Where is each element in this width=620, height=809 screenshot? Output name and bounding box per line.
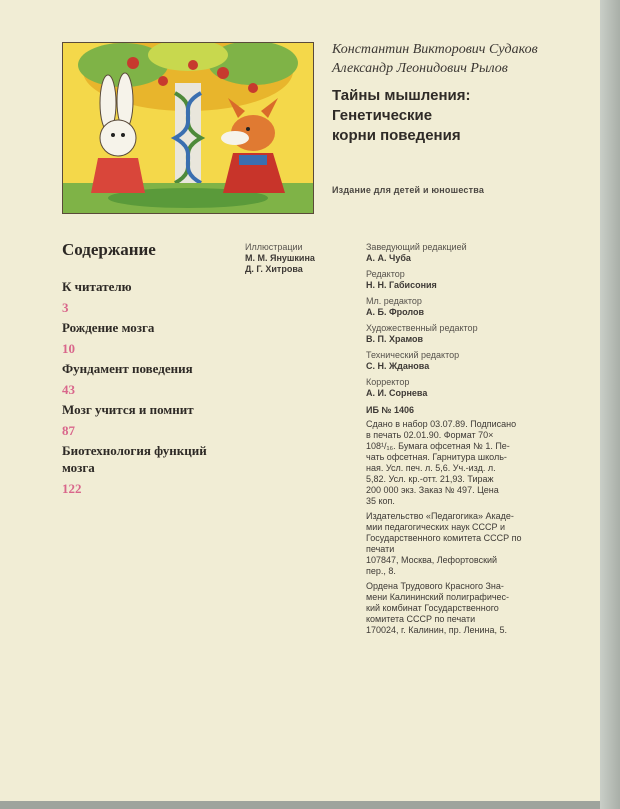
- credit-role: Художественный редактор: [366, 323, 478, 333]
- credit-role: Технический редактор: [366, 350, 460, 360]
- printer-details: [366, 581, 578, 636]
- imprint-line: в печать 02.01.90. Формат 70×: [366, 430, 494, 440]
- credit-person: А. И. Сорнева: [366, 388, 428, 398]
- imprint-line: чать офсетная. Гарнитура школь-: [366, 452, 507, 462]
- printer-line: комитета СССР по печати: [366, 614, 476, 624]
- contents-item[interactable]: [62, 360, 232, 398]
- printer-line: кий комбинат Государственного: [366, 603, 499, 613]
- imprint-details: [366, 419, 578, 507]
- publisher-line: 107847, Москва, Лефортовский: [366, 555, 498, 565]
- credit-person: Н. Н. Габисония: [366, 280, 437, 290]
- contents-item-title: К читателю: [62, 279, 132, 294]
- publisher-line: Государственного комитета СССР по: [366, 533, 522, 543]
- contents-item-page: 122: [62, 481, 82, 496]
- printer-line: мени Калининский полиграфичес-: [366, 592, 510, 602]
- publisher-line: пер., 8.: [366, 566, 396, 576]
- author-name: Константин Викторович Судаков: [332, 42, 538, 57]
- table-of-contents: [62, 278, 232, 500]
- credit-entry: [366, 296, 578, 318]
- credit-entry: [366, 323, 578, 345]
- illustrators-block: [245, 242, 315, 275]
- credit-role: Заведующий редакцией: [366, 242, 467, 252]
- credit-entry: [366, 350, 578, 372]
- contents-item-page: 10: [62, 341, 75, 356]
- credit-entry: [366, 242, 578, 264]
- page-spine-edge: [600, 0, 620, 809]
- ib-number: ИБ № 1406: [366, 405, 414, 415]
- contents-item[interactable]: [62, 278, 232, 316]
- imprint-line: Сдано в набор 03.07.89. Подписано: [366, 419, 517, 429]
- contents-item-page: 87: [62, 423, 75, 438]
- contents-item-page: 3: [62, 300, 69, 315]
- publisher-details: [366, 511, 578, 577]
- credit-role: Редактор: [366, 269, 405, 279]
- imprint-line: ная. Усл. печ. л. 5,6. Уч.-изд. л.: [366, 463, 496, 473]
- contents-item[interactable]: [62, 401, 232, 439]
- credit-entry: [366, 377, 578, 399]
- contents-item-page: 43: [62, 382, 75, 397]
- credit-role: Корректор: [366, 377, 410, 387]
- imprint-line: 108¹/₁₆. Бумага офсетная № 1. Пе-: [366, 441, 510, 451]
- series-note: Издание для детей и юношества: [332, 185, 485, 195]
- printer-line: 170024, г. Калинин, пр. Ленина, 5.: [366, 625, 507, 635]
- imprint-line: 35 коп.: [366, 496, 395, 506]
- cover-illustration: [62, 42, 314, 214]
- publisher-line: Издательство «Педагогика» Акаде-: [366, 511, 514, 521]
- credit-role: Мл. редактор: [366, 296, 422, 306]
- contents-heading: Содержание: [62, 240, 156, 259]
- authors-block: [332, 40, 582, 78]
- imprint-line: 5,82. Усл. кр.-отт. 21,93. Тираж: [366, 474, 494, 484]
- contents-item-title: Биотехнология функций мозга: [62, 443, 207, 475]
- credits-block: [366, 242, 578, 640]
- illustrator-name: М. М. Янушкина: [245, 253, 315, 263]
- contents-item-title: Мозг учится и помнит: [62, 402, 194, 417]
- credit-person: А. Б. Фролов: [366, 307, 425, 317]
- publisher-line: мии педагогических наук СССР и: [366, 522, 506, 532]
- illustration-drawing: [63, 43, 313, 213]
- book-title: [332, 86, 582, 146]
- book-title-line: Тайны мышления:: [332, 87, 471, 104]
- book-title-line: корни поведения: [332, 127, 461, 144]
- credit-person: С. Н. Жданова: [366, 361, 430, 371]
- contents-item[interactable]: [62, 442, 232, 497]
- book-title-line: Генетические: [332, 107, 433, 124]
- credit-person: А. А. Чуба: [366, 253, 411, 263]
- printer-line: Ордена Трудового Красного Зна-: [366, 581, 504, 591]
- contents-item-title: Рождение мозга: [62, 320, 155, 335]
- publisher-line: печати: [366, 544, 395, 554]
- credit-entry: [366, 269, 578, 291]
- contents-item-title: Фундамент поведения: [62, 361, 193, 376]
- imprint-line: 200 000 экз. Заказ № 497. Цена: [366, 485, 499, 495]
- contents-item[interactable]: [62, 319, 232, 357]
- illustrators-label: Иллюстрации: [245, 242, 303, 252]
- author-name: Александр Леонидович Рылов: [332, 61, 508, 76]
- page-bottom-edge: [0, 801, 600, 809]
- credit-person: В. П. Храмов: [366, 334, 424, 344]
- illustrator-name: Д. Г. Хитрова: [245, 264, 303, 274]
